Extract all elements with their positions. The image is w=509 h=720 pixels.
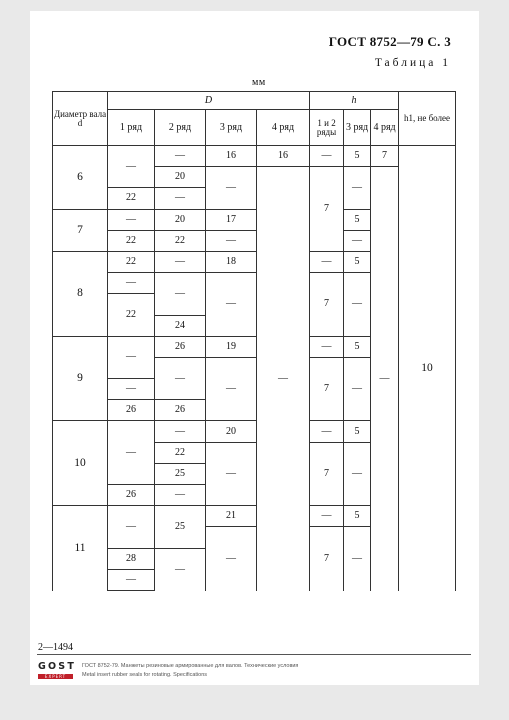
h1-cell: 10 [399,146,456,591]
r2-cell: 26 [155,400,206,421]
h3-cell: 5 [344,209,371,230]
h12-cell: — [310,146,344,167]
diameter-cell: 11 [53,506,108,591]
r1-cell: — [108,146,155,188]
header-D-row3: 3 ряд [206,110,257,146]
h12-cell: 7 [310,167,344,252]
r3-cell: — [206,442,257,506]
header-D-row4: 4 ряд [257,110,310,146]
r2-cell: 24 [155,315,206,336]
r3-cell: 17 [206,209,257,230]
r3-cell: — [206,167,257,209]
document-code: ГОСТ 8752—79 С. 3 [328,34,451,49]
r3-cell: 16 [206,146,257,167]
r2-cell: — [155,357,206,399]
r4-cell: — [257,167,310,591]
header-h-row3: 3 ряд [344,110,371,146]
table-label: Таблица 1 [374,57,451,69]
r1-cell: — [108,506,155,548]
header-D: D [108,92,310,110]
r2-cell: 25 [155,506,206,548]
r1-cell: — [108,336,155,378]
r2-cell: — [155,548,206,590]
h12-cell: — [310,421,344,442]
r2-cell: — [155,421,206,442]
r1-cell: 22 [108,251,155,272]
r2-cell: 26 [155,336,206,357]
r3-cell: 18 [206,251,257,272]
footer-caption [82,662,298,680]
r1-cell: — [108,421,155,485]
h3-cell: — [344,442,371,506]
document-page [30,11,479,685]
diameter-cell: 7 [53,209,108,251]
r1-cell: 28 [108,548,155,569]
h12-cell: — [310,336,344,357]
h3-cell: — [344,167,371,209]
r1-cell: — [108,209,155,230]
h3-cell: 5 [344,251,371,272]
diameter-cell: 8 [53,251,108,336]
page-number: 2—1494 [38,642,73,653]
r4-cell: 16 [257,146,310,167]
h3-cell: 5 [344,506,371,527]
r2-cell: — [155,251,206,272]
r1-cell: 22 [108,230,155,251]
header-D-row1: 1 ряд [108,110,155,146]
unit-label: мм [252,77,266,88]
h3-cell: — [344,273,371,337]
h4-cell: — [371,167,399,591]
h3-cell: 5 [344,146,371,167]
r2-cell: 20 [155,209,206,230]
h4-cell: 7 [371,146,399,167]
r2-cell: 22 [155,442,206,463]
r3-cell: 20 [206,421,257,442]
h3-cell: — [344,357,371,421]
header-h-rows12: 1 и 2 ряды [310,110,344,146]
diameter-cell: 6 [53,146,108,210]
r2-cell: — [155,146,206,167]
diameter-cell: 10 [53,421,108,506]
header-h1: h1, не более [399,92,456,146]
r1-cell: — [108,379,155,400]
r3-cell: — [206,357,257,421]
r2-cell: 20 [155,167,206,188]
r3-cell: 21 [206,506,257,527]
r2-cell: 25 [155,463,206,484]
h12-cell: 7 [310,527,344,591]
footer-title-ru: ГОСТ 8752-79. Манжеты резиновые армированные для валов. Технические условия [82,663,299,669]
dimensions-table [52,91,456,591]
h12-cell: — [310,251,344,272]
r1-cell: — [108,569,155,590]
r3-cell: — [206,230,257,251]
h12-cell: 7 [310,442,344,506]
h3-cell: 5 [344,421,371,442]
r2-cell: — [155,273,206,315]
header-D-row2: 2 ряд [155,110,206,146]
r1-cell: 26 [108,485,155,506]
r2-cell: — [155,485,206,506]
r2-cell: — [155,188,206,209]
footer-title-en: Metal insert rubber seals for rotating. Specifications [82,672,208,678]
r1-cell: 26 [108,400,155,421]
r1-cell: 22 [108,294,155,336]
h12-cell: 7 [310,357,344,421]
r3-cell: — [206,273,257,337]
h12-cell: 7 [310,273,344,337]
diameter-cell: 9 [53,336,108,421]
header-h: h [310,92,399,110]
r1-cell: — [108,273,155,294]
r1-cell: 22 [108,188,155,209]
header-shaft-diameter: Диаметр вала d [53,92,108,146]
h3-cell: — [344,230,371,251]
footer-divider [37,654,471,655]
r2-cell: 22 [155,230,206,251]
gost-expert-logo: GOST EXPERT [38,661,76,679]
h12-cell: — [310,506,344,527]
header-h-row4: 4 ряд [371,110,399,146]
r3-cell: — [206,527,257,591]
h3-cell: — [344,527,371,591]
h3-cell: 5 [344,336,371,357]
r3-cell: 19 [206,336,257,357]
